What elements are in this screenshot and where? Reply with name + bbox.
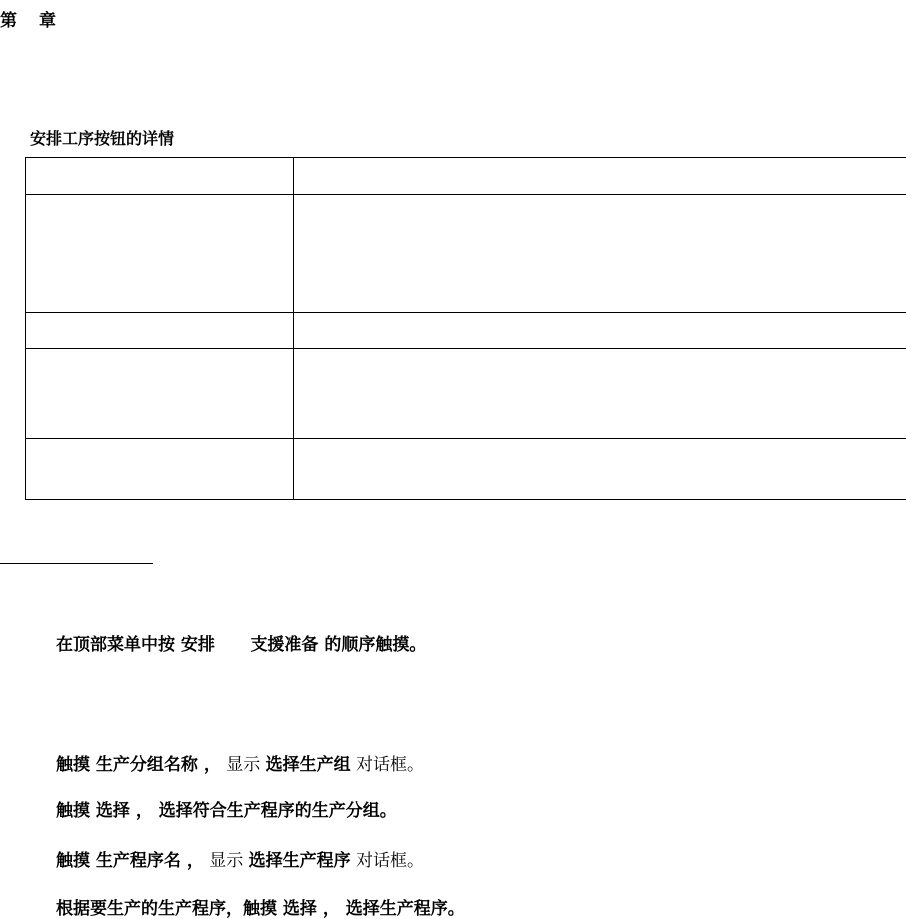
step-4	[56, 846, 424, 871]
step-text: 对话框。	[351, 755, 424, 775]
table-row	[26, 439, 906, 500]
ui-ref-select: 选择	[283, 899, 317, 919]
step-text: 触摸	[56, 851, 96, 871]
step-1	[56, 630, 426, 655]
table-cell-detail	[294, 349, 906, 439]
footnote-divider	[0, 563, 153, 564]
step-text: 显示	[221, 755, 266, 775]
table-cell-name	[26, 158, 294, 195]
step-5	[56, 894, 465, 919]
step-text: ，	[130, 801, 153, 821]
ui-ref-select-production-program: 选择生产程序	[249, 851, 351, 871]
table-row	[26, 158, 906, 195]
table-cell-detail	[294, 195, 906, 313]
chapter-heading	[0, 6, 56, 31]
step-text: ，	[181, 851, 204, 871]
table-caption: 安排工序按钮的详情	[30, 126, 174, 149]
step-text: ，	[317, 899, 340, 919]
ui-ref-select-production-group: 选择生产组	[266, 755, 351, 775]
table-row	[26, 313, 906, 349]
table-cell-detail	[294, 158, 906, 195]
step-text: ，	[198, 755, 221, 775]
arrow-gap	[215, 635, 251, 655]
table-cell-detail	[294, 313, 906, 349]
table-cell-name	[26, 195, 294, 313]
table-cell-name	[26, 439, 294, 500]
table-cell-name	[26, 349, 294, 439]
step-text: 对话框。	[351, 851, 424, 871]
step-text: 选择生产程序。	[340, 899, 465, 919]
step-text: 的顺序触摸。	[318, 635, 426, 655]
step-3	[56, 796, 397, 821]
table-cell-name	[26, 313, 294, 349]
arrange-process-details-table	[25, 157, 906, 500]
ui-ref-production-program-name: 生产程序名	[96, 851, 181, 871]
step-text: 在顶部菜单中按	[56, 635, 181, 655]
ui-ref-production-group-name: 生产分组名称	[96, 755, 198, 775]
step-text: 触摸	[56, 801, 96, 821]
ui-ref-select: 选择	[96, 801, 130, 821]
menu-ref-arrange: 安排	[181, 635, 215, 655]
step-2	[56, 750, 424, 775]
step-text: 触摸	[56, 755, 96, 775]
menu-ref-support-prep: 支援准备	[250, 635, 318, 655]
step-text: 根据要生产的生产程序，触摸	[56, 899, 283, 919]
table-row	[26, 195, 906, 313]
table-cell-detail	[294, 439, 906, 500]
chapter-char-1: 第	[0, 6, 17, 31]
chapter-char-2: 章	[39, 6, 56, 31]
step-text: 显示	[204, 851, 249, 871]
step-text: 选择符合生产程序的生产分组。	[153, 801, 397, 821]
table-row	[26, 349, 906, 439]
